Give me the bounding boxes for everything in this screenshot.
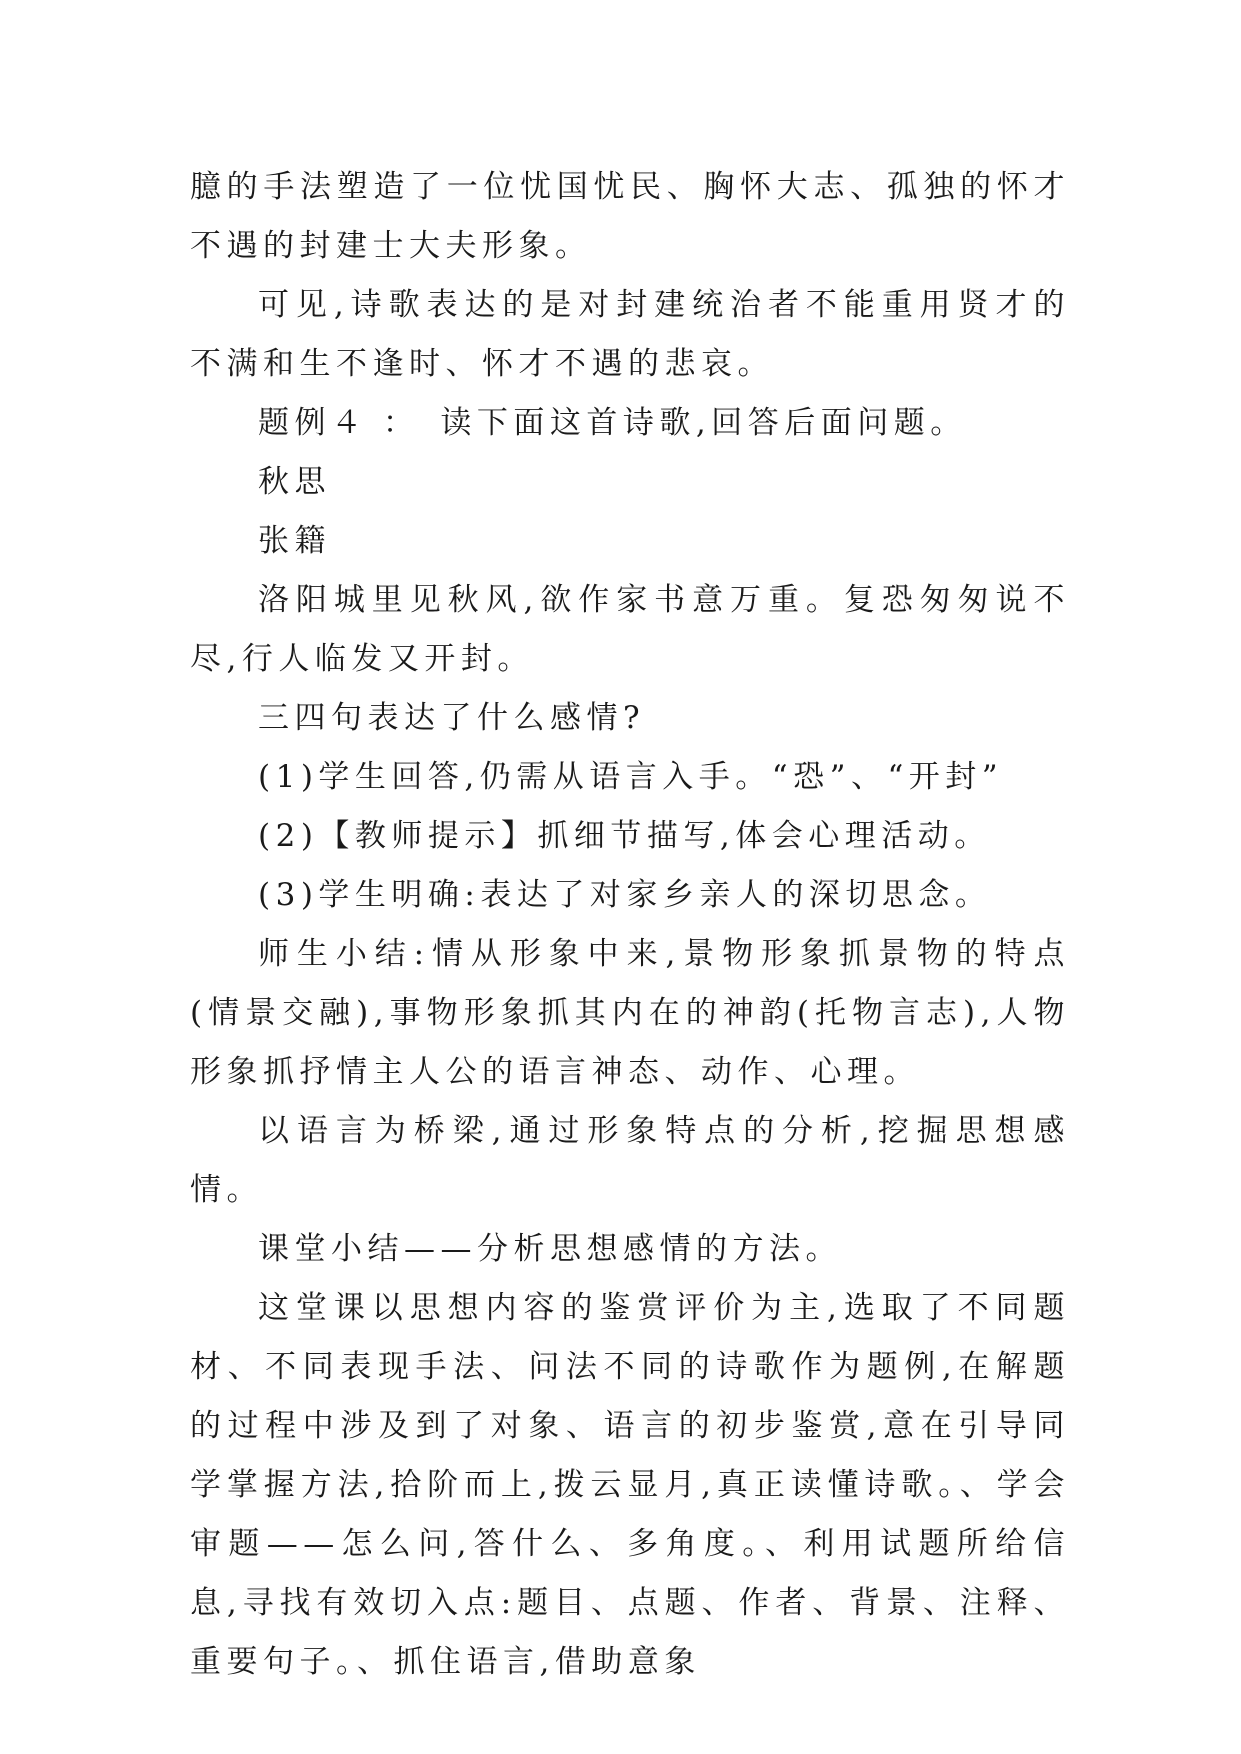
question: 三四句表达了什么感情? [258,700,646,736]
paragraph-1: 臆的手法塑造了一位忧国忧民、胸怀大志、孤独的怀才不遇的封建士大夫形象。 [190,169,1070,264]
poem-text: 洛阳城里见秋风,欲作家书意万重。复恐匆匆说不尽,行人临发又开封。 [190,582,1070,677]
poem-author: 张籍 [258,523,331,559]
poem-title: 秋思 [258,464,331,500]
step-2: (2)【教师提示】抓细节描写,体会心理活动。 [258,818,991,854]
paragraph-example-4: 题例４ ： 读下面这首诗歌,回答后面问题。 [258,405,967,441]
document-body [190,158,1070,1692]
step-3: (3)学生明确:表达了对家乡亲人的深切思念。 [258,877,992,913]
bridge-paragraph: 以语言为桥梁,通过形象特点的分析,挖掘思想感情。 [190,1113,1070,1208]
reflection-paragraph: 这堂课以思想内容的鉴赏评价为主,选取了不同题材、不同表现手法、问法不同的诗歌作为题例,在解题的过程中涉及到了对象、语言的初步鉴赏,意在引导同学掌握方法,拾阶而上,拨云显月,真正读懂诗歌。、学会审题——怎么问,答什么、多角度。、利用试题所给信息,寻找有效切入点:题目、点题、作者、背景、注释、重要句子。、抓住语言,借助意象 [190,1290,1070,1680]
paragraph-2: 可见,诗歌表达的是对封建统治者不能重用贤才的不满和生不逢时、怀才不遇的悲哀。 [190,287,1070,382]
summary-paragraph: 师生小结:情从形象中来,景物形象抓景物的特点(情景交融),事物形象抓其内在的神韵(托物言志),人物形象抓抒情主人公的语言神态、动作、心理。 [190,936,1070,1090]
step-1: (1)学生回答,仍需从语言入手。“恐”、“开封” [258,759,1004,795]
class-summary: 课堂小结——分析思想感情的方法。 [258,1231,842,1267]
